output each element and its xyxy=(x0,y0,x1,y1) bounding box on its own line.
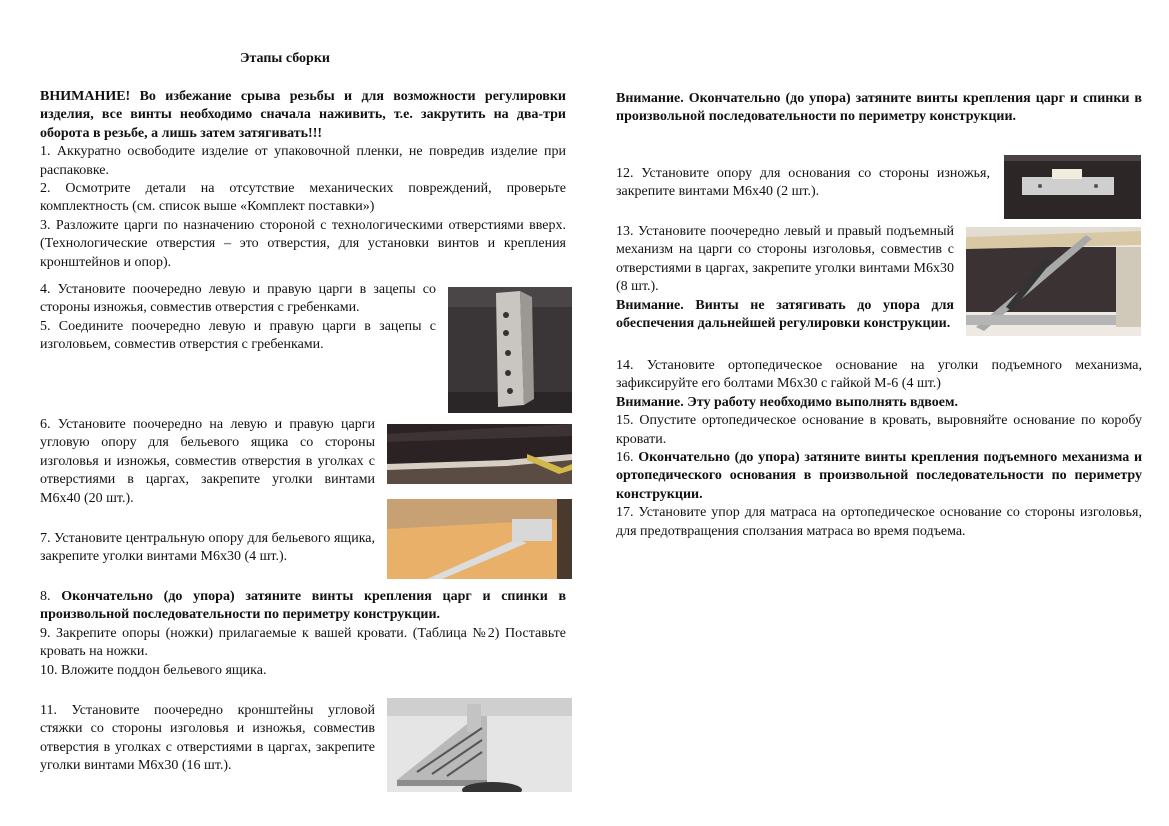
step-15: 15. Опустите ортопедическое основание в кровать, выровняйте основание по коробу кровати. xyxy=(616,413,1142,447)
step-8-number: 8. xyxy=(40,589,51,604)
step-11-block xyxy=(40,702,375,776)
step-14: 14. Установите ортопедическое основание на уголки подъемного механизма, зафиксируйте его болтами М6х30 с гайкой М-6 (4 шт.) xyxy=(616,358,1142,392)
warning-paragraph: ВНИМАНИЕ! Во избежание срыва резьбы и для возможности регулировки изделия, все винты необходимо сначала наживить, т.е. закрутить на два-три оборота в резьбе, а лишь затем затягивать!!! xyxy=(40,89,566,141)
right-warning: Внимание. Окончательно (до упора) затяните винты крепления царг и спинки в произвольной последовательности по периметру конструкции. xyxy=(616,91,1142,125)
photo-corner-support xyxy=(387,424,572,484)
step-8 xyxy=(40,588,566,625)
steps-14-17 xyxy=(616,357,1142,541)
step-11: 11. Установите поочередно кронштейны угловой стяжки со стороны изголовья и изножья, совместив отверстия в уголках с отверстиями в царгах, закрепите уголки винтами М6х30 (16 шт.). xyxy=(40,703,375,774)
step-7: 7. Установите центральную опору для бельевого ящика, закрепите уголки винтами М6х30 (4 шт.). xyxy=(40,531,375,565)
step-13-warning: Внимание. Винты не затягивать до упора для обеспечения дальнейшей регулировки конструкции. xyxy=(616,297,954,332)
step-3: 3. Разложите царги по назначению стороной с технологическими отверстиями вверх. (Технологические отверстия – это отверстия, для установки винтов и крепления кронштейнов и опор). xyxy=(40,217,566,270)
step-6: 6. Установите поочередно на левую и правую царги угловую опору для бельевого ящика со стороны изголовья и изножья, совместив отверстия в уголках с отверстиями в царгах, закрепите уголки винтами М6х40 (20 шт.). xyxy=(40,417,375,506)
page-title: Этапы сборки xyxy=(240,51,330,66)
step-5: 5. Соедините поочередно левую и правую царги в зацепы с изголовьем, совместив отверстия с гребенками. xyxy=(40,318,436,353)
step-12: 12. Установите опору для основания со стороны изножья, закрепите винтами М6х40 (2 шт.). xyxy=(616,166,990,200)
steps-4-5 xyxy=(40,281,436,355)
left-column xyxy=(40,88,566,272)
step-6-block xyxy=(40,416,375,508)
photo-hooks xyxy=(448,287,572,413)
photo-base-support xyxy=(1004,155,1141,219)
step-7-block xyxy=(40,530,375,567)
step-10: 10. Вложите поддон бельевого ящика. xyxy=(40,662,267,678)
right-warning-block xyxy=(616,90,1142,127)
photo-lift-mechanism xyxy=(966,227,1141,336)
step-16 xyxy=(616,449,1142,504)
step-9: 9. Закрепите опоры (ножки) прилагаемые к вашей кровати. (Таблица №2) Поставьте кровать на ножки. xyxy=(40,625,566,660)
step-4: 4. Установите поочередно левую и правую царги в зацепы со стороны изножья, совместив отверстия с гребенками. xyxy=(40,282,436,316)
step-2: 2. Осмотрите детали на отсутствие механических повреждений, проверьте комплектность (см. список выше «Комплект поставки») xyxy=(40,181,566,215)
step-16-text: Окончательно (до упора) затяните винты крепления подъемного механизма и ортопедического основания в произвольной последовательности по периметру конструкции. xyxy=(616,450,1143,502)
step-14-warning: Внимание. Эту работу необходимо выполнять вдвоем. xyxy=(616,394,959,410)
step-12-block xyxy=(616,165,990,202)
step-13-block xyxy=(616,223,954,333)
step-17: 17. Установите упор для матраса на ортопедическое основание со стороны изголовья, для предотвращения сползания матраса во время подъема. xyxy=(616,505,1142,539)
photo-corner-bracket xyxy=(387,698,572,792)
step-8-text: Окончательно (до упора) затяните винты крепления царг и спинки в произвольной последовательности по периметру конструкции. xyxy=(40,589,567,623)
step-13: 13. Установите поочередно левый и правый подъемный механизм на царги со стороны изголовья, совместив с отверстиями в царгах, закрепите уголки винтами М6х30 (8 шт.). xyxy=(616,224,954,295)
step-16-number: 16. xyxy=(616,450,634,466)
steps-8-10 xyxy=(40,588,566,680)
step-1: 1. Аккуратно освободите изделие от упаковочной пленки, не повредив изделие при распаковке. xyxy=(40,144,566,178)
photo-central-support xyxy=(387,499,572,579)
